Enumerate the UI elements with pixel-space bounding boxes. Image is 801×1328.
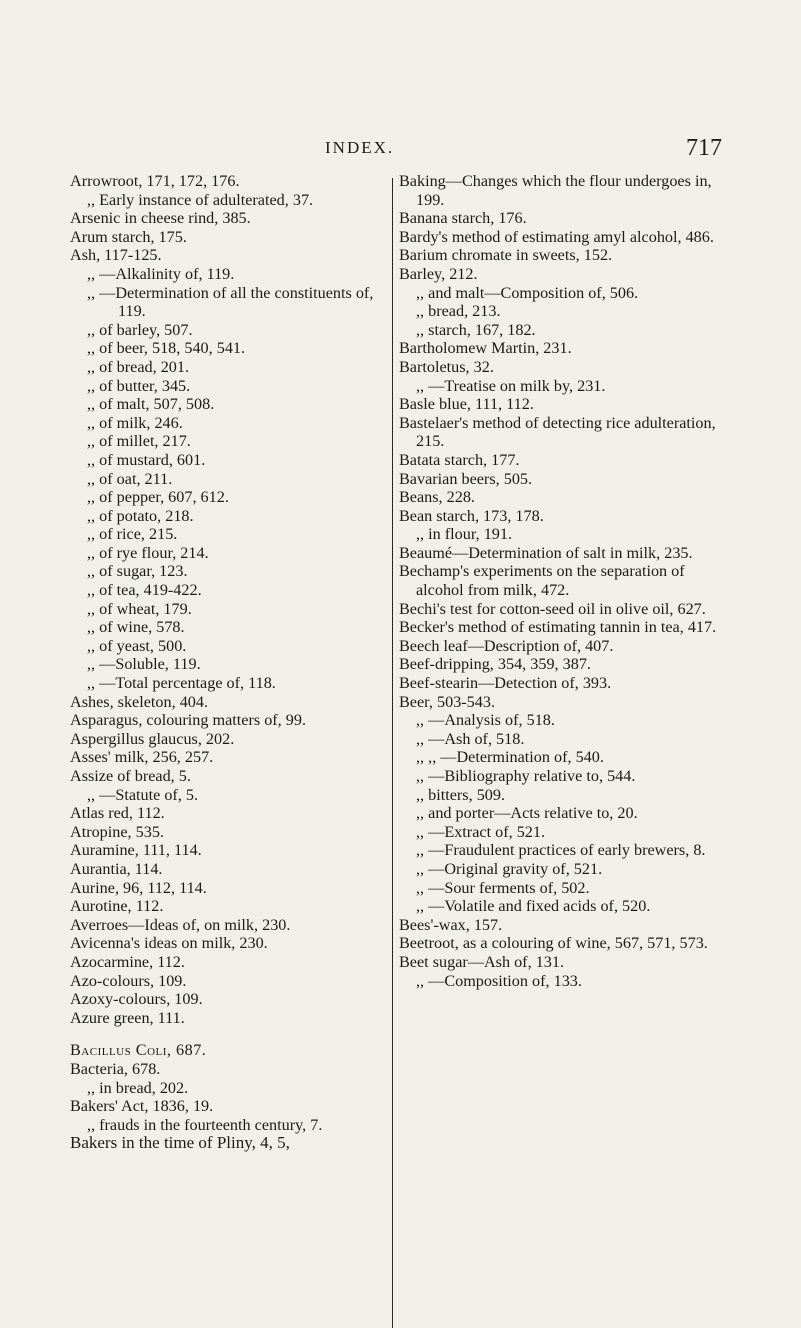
index-entry: Azure green, 111.: [70, 1008, 185, 1027]
index-entry: Beech leaf—Description of, 407.: [399, 636, 614, 655]
index-subentry: ,, of potato, 218.: [87, 506, 194, 525]
index-subentry: ,, —Composition of, 133.: [416, 971, 582, 990]
index-subentry: ,, of barley, 507.: [87, 320, 193, 339]
index-subentry: ,, —Total percentage of, 118.: [87, 674, 276, 693]
index-entry: Arrowroot, 171, 172, 176.: [70, 172, 240, 190]
index-subentry: ,, of malt, 507, 508.: [87, 395, 215, 414]
index-subentry: ,, ,, —Determination of, 540.: [416, 748, 604, 767]
index-subentry: ,, —Determination of all the constituents of, 119.: [87, 283, 374, 321]
index-subentry: ,, —Alkalinity of, 119.: [87, 264, 235, 283]
page-number: 717: [686, 135, 722, 161]
index-subentry: ,, —Bibliography relative to, 544.: [416, 767, 636, 785]
index-entry: Azoxy-colours, 109.: [70, 990, 203, 1009]
index-subentry: ,, of oat, 211.: [87, 469, 173, 488]
index-entry: Aurantia, 114.: [70, 859, 163, 878]
index-subentry: ,, of wheat, 179.: [87, 599, 192, 618]
index-subentry: ,, of tea, 419-422.: [87, 581, 202, 600]
index-entry: Ash, 117-125.: [70, 246, 162, 265]
index-subentry: ,, of rye flour, 214.: [87, 543, 209, 562]
index-entry: Beef-dripping, 354, 359, 387.: [399, 655, 591, 674]
index-subentry: ,, —Sour ferments of, 502.: [416, 878, 590, 897]
index-entry: Assize of bread, 5.: [70, 767, 191, 785]
index-subentry: ,, of bread, 201.: [87, 357, 190, 376]
index-entry: Avicenna's ideas on milk, 230.: [70, 934, 268, 953]
index-entry: Azocarmine, 112.: [70, 952, 185, 971]
index-entry: Bakers in the time of Pliny, 4, 5,: [70, 1133, 290, 1153]
index-subentry: ,, of milk, 246.: [87, 413, 183, 432]
index-subentry: ,, of yeast, 500.: [87, 636, 187, 655]
index-entry: Bakers' Act, 1836, 19.: [70, 1097, 214, 1116]
index-subentry: ,, in bread, 202.: [87, 1078, 189, 1097]
index-subentry: ,, and malt—Composition of, 506.: [416, 283, 639, 302]
index-subentry: ,, of sugar, 123.: [87, 562, 188, 581]
index-entry: Bacillus Coli, 687.: [70, 1041, 207, 1060]
index-entry: Bechi's test for cotton-seed oil in olive oil, 627.: [399, 599, 706, 618]
index-entry: Beer, 503-543.: [399, 692, 496, 711]
index-subentry: ,, —Fraudulent practices of early brewers, 8.: [416, 841, 706, 860]
index-entry: Barley, 212.: [399, 264, 478, 283]
index-subentry: ,, in flour, 191.: [416, 525, 513, 544]
index-subentry: ,, —Extract of, 521.: [416, 822, 546, 841]
index-subentry: ,, of butter, 345.: [87, 376, 191, 395]
index-subentry: ,, of beer, 518, 540, 541.: [87, 339, 246, 358]
index-subentry: ,, of millet, 217.: [87, 432, 191, 451]
index-entry: Averroes—Ideas of, on milk, 230.: [70, 915, 291, 934]
index-entry: Bacteria, 678.: [70, 1059, 161, 1078]
index-subentry: ,, —Volatile and fixed acids of, 520.: [416, 897, 651, 916]
index-subentry: ,, bitters, 509.: [416, 785, 506, 804]
section-gap: [70, 1027, 388, 1041]
index-subentry: ,, —Ash of, 518.: [416, 729, 525, 748]
index-column-left: [70, 172, 388, 1153]
index-entry: Bean starch, 173, 178.: [399, 506, 544, 525]
index-entry: Bartoletus, 32.: [399, 357, 494, 376]
index-entry: Arsenic in cheese rind, 385.: [70, 209, 251, 228]
index-entry: Asses' milk, 256, 257.: [70, 748, 214, 767]
index-entry: Bastelaer's method of detecting rice adulteration, 215.: [399, 413, 716, 451]
index-entry: Barium chromate in sweets, 152.: [399, 246, 613, 265]
index-subentry: ,, of mustard, 601.: [87, 450, 206, 469]
index-entry: Batata starch, 177.: [399, 450, 520, 469]
index-entry: Asparagus, colouring matters of, 99.: [70, 711, 307, 730]
index-entry: Aspergillus glaucus, 202.: [70, 729, 235, 748]
index-entry: Bechamp's experiments on the separation of alcohol from milk, 472.: [399, 562, 685, 600]
index-entry: Azo-colours, 109.: [70, 971, 187, 990]
index-subentry: ,, and porter—Acts relative to, 20.: [416, 804, 638, 823]
index-entry: Bartholomew Martin, 231.: [399, 339, 572, 358]
index-entry: Ashes, skeleton, 404.: [70, 692, 209, 711]
index-entry: Auramine, 111, 114.: [70, 841, 202, 860]
index-subentry: ,, —Treatise on milk by, 231.: [416, 376, 606, 395]
index-entry: Beans, 228.: [399, 488, 475, 507]
index-subentry: ,, of rice, 215.: [87, 525, 178, 544]
index-column-right: [399, 172, 717, 990]
index-entry: Becker's method of estimating tannin in tea, 417.: [399, 618, 717, 637]
index-entry: Bees'-wax, 157.: [399, 915, 503, 934]
index-entry: Beetroot, as a colouring of wine, 567, 571, 573.: [399, 934, 708, 953]
index-subentry: ,, Early instance of adulterated, 37.: [87, 190, 314, 209]
column-divider: [392, 178, 393, 1328]
index-subentry: ,, bread, 213.: [416, 302, 501, 321]
index-subentry: ,, —Statute of, 5.: [87, 785, 199, 804]
index-subentry: ,, frauds in the fourteenth century, 7.: [87, 1115, 323, 1134]
index-subentry: ,, of pepper, 607, 612.: [87, 488, 229, 507]
index-subentry: ,, —Original gravity of, 521.: [416, 859, 603, 878]
index-entry: Arum starch, 175.: [70, 227, 187, 246]
index-entry: Atropine, 535.: [70, 822, 164, 841]
index-subentry: ,, —Analysis of, 518.: [416, 711, 555, 730]
index-subentry: ,, starch, 167, 182.: [416, 320, 536, 339]
index-entry: Beef-stearin—Detection of, 393.: [399, 674, 612, 693]
index-entry: Atlas red, 112.: [70, 804, 165, 823]
index-entry: Bardy's method of estimating amyl alcohol, 486.: [399, 227, 714, 246]
index-entry: Beaumé—Determination of salt in milk, 235.: [399, 543, 693, 562]
index-subentry: ,, —Soluble, 119.: [87, 655, 201, 674]
page-header: [0, 135, 801, 168]
index-entry: Basle blue, 111, 112.: [399, 395, 534, 414]
index-entry: Baking—Changes which the flour undergoes in, 199.: [399, 172, 712, 209]
index-entry: Aurine, 96, 112, 114.: [70, 878, 207, 897]
index-entry: Beet sugar—Ash of, 131.: [399, 952, 564, 971]
index-entry: Aurotine, 112.: [70, 897, 164, 916]
running-title: INDEX.: [325, 138, 395, 157]
index-subentry: ,, of wine, 578.: [87, 618, 185, 637]
index-entry: Banana starch, 176.: [399, 209, 527, 228]
index-entry: Bavarian beers, 505.: [399, 469, 533, 488]
